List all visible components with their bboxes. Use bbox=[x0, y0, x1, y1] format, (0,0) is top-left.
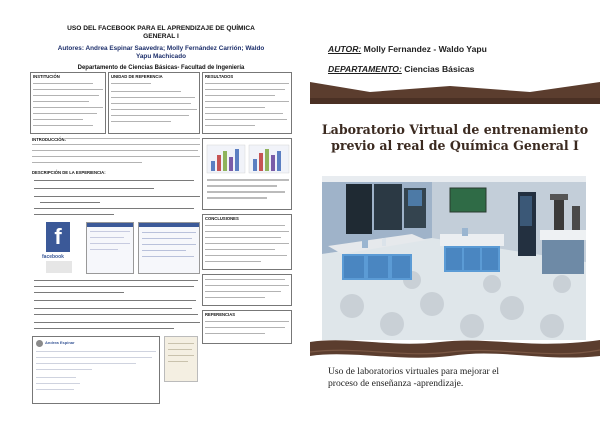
institution-box-header: INSTITUCIÓN bbox=[33, 74, 60, 79]
author-names: Molly Fernandez - Waldo Yapu bbox=[363, 44, 487, 54]
facebook-caption: facebook bbox=[42, 254, 64, 260]
post-author: Andrea Espinar bbox=[45, 340, 75, 345]
facebook-post-screenshot bbox=[138, 222, 200, 274]
reference-unit-box bbox=[108, 72, 200, 134]
department-name: Ciencias Básicas bbox=[404, 64, 475, 74]
facebook-post-card bbox=[32, 336, 160, 404]
results-chart-box bbox=[202, 138, 292, 210]
conclusions-header: CONCLUSIONES bbox=[205, 216, 239, 221]
poster-authors-line1: Autores: Andrea Espinar Saavedra; Molly Fernández Carrión; Waldo bbox=[57, 45, 265, 52]
poster-department: Departamento de Ciencias Básicas- Facultad de Ingeniería bbox=[77, 65, 245, 71]
poster-title-line1: USO DEL FACEBOOK PARA EL APRENDIZAJE DE QUÍMICA bbox=[67, 25, 255, 32]
lab-caption bbox=[328, 366, 578, 390]
lab-title-line2: previo al real de Química General I bbox=[331, 138, 579, 153]
facebook-small-image bbox=[46, 261, 72, 273]
handwritten-note-image bbox=[164, 336, 198, 382]
poster-authors-line2: Yapu Machicado bbox=[135, 53, 187, 60]
references-box bbox=[202, 310, 292, 344]
references-header: REFERENCIAS bbox=[205, 312, 236, 317]
facebook-group-screenshot bbox=[86, 222, 134, 274]
results-box-header: RESULTADOS bbox=[205, 74, 234, 79]
poster-title-line2: GENERAL I bbox=[143, 33, 179, 40]
department-line bbox=[328, 64, 474, 74]
author-label: AUTOR: bbox=[328, 44, 362, 54]
institution-box bbox=[30, 72, 106, 134]
results-chart-icon bbox=[203, 139, 292, 210]
lab-title-line1: Laboratorio Virtual de entrenamiento bbox=[321, 122, 589, 137]
virtual-lab-scene-image bbox=[322, 176, 586, 340]
extra-box bbox=[202, 274, 292, 306]
avatar bbox=[36, 340, 43, 347]
facebook-logo-icon: f bbox=[46, 222, 70, 252]
caption-line2: proceso de enseñanza -aprendizaje. bbox=[328, 378, 464, 389]
author-line bbox=[328, 44, 487, 54]
caption-line1: Uso de laboratorios virtuales para mejorar el bbox=[328, 366, 500, 377]
facebook-poster bbox=[30, 8, 292, 412]
results-box bbox=[202, 72, 292, 134]
description-label: DESCRIPCIÓN DE LA EXPERIENCIA: bbox=[32, 170, 106, 175]
intro-label: INTRODUCCIÓN: bbox=[32, 137, 66, 142]
conclusions-box bbox=[202, 214, 292, 270]
reference-unit-box-header: UNIDAD DE REFERENCIA bbox=[111, 74, 163, 79]
virtual-lab-panel bbox=[310, 0, 600, 424]
department-label: DEPARTAMENTO: bbox=[328, 64, 402, 74]
